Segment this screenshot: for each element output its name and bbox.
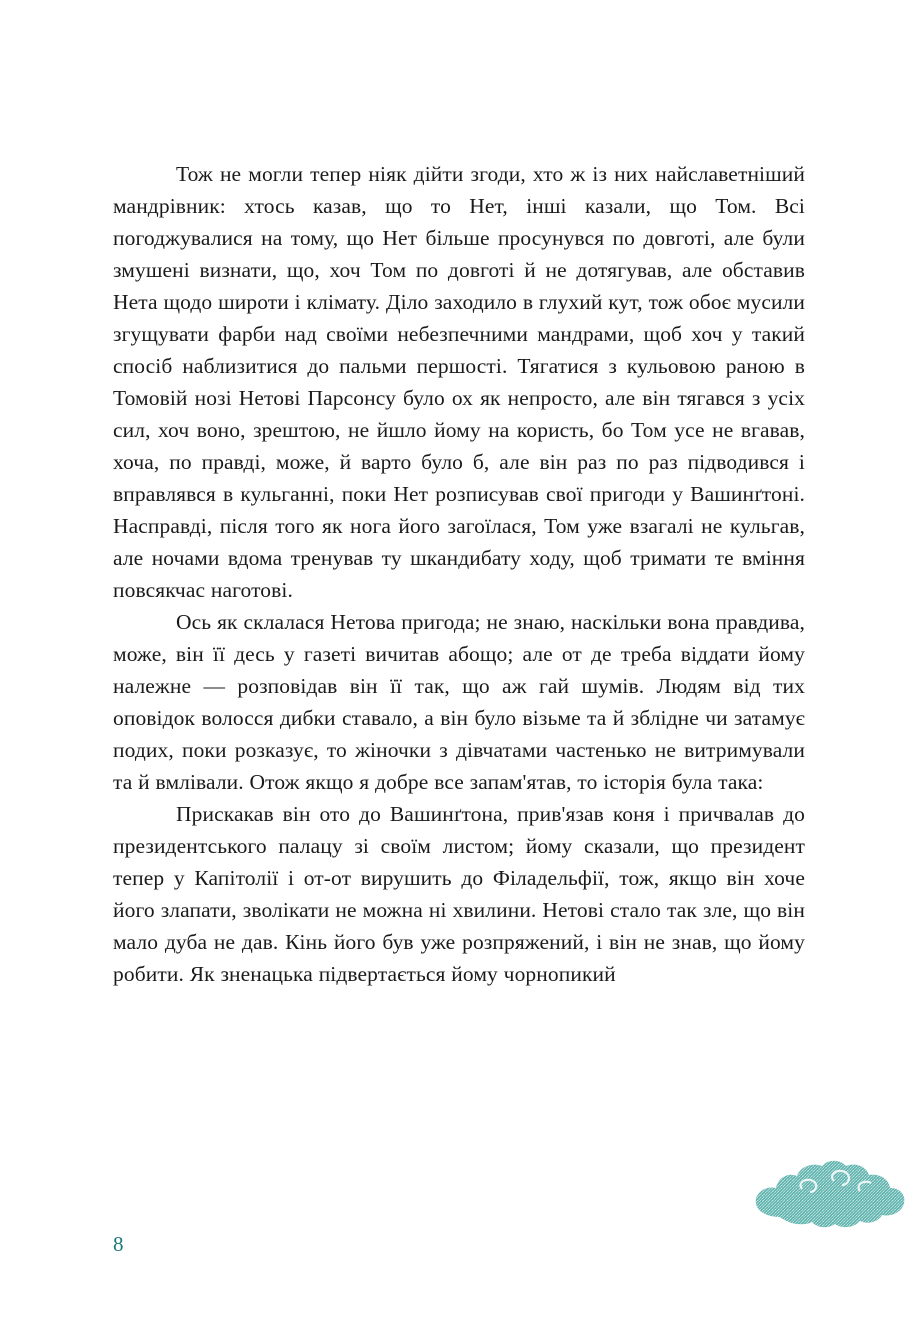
body-text: [113, 158, 805, 990]
paragraph: Прискакав він ото до Вашинґтона, прив'язав коня і причвалав до президентського палацу зі своїм листом; йому сказали, що президент тепер у Капітолії і от-от вирушить до Філадельфії, тож, якщо він хоче його злапати, зволікати не можна ні хвилини. Нетові стало так зле, що він мало дуба не дав. Кінь його був уже розпряжений, і він не знав, що йому робити. Як зненацька підвертається йому чорнопикий: [113, 802, 805, 986]
cloud-ornament: [742, 1155, 912, 1235]
paragraph: Тож не могли тепер ніяк дійти згоди, хто ж із них найславетніший мандрівник: хтось казав, що то Нет, інші казали, що Том. Всі погоджувалися на тому, що Нет більше просунувся по довготі, але були змушені визнати, що, хоч Том по довготі й не дотягував, але обставив Нета щодо широти і клімату. Діло заходило в глухий кут, тож обоє мусили згущувати фарби над своїми небезпечними мандрами, щоб хоч у такий спосіб наблизитися до пальми першості. Тягатися з кульовою раною в Томовій нозі Нетові Парсонсу було ох як непросто, але він тягався з усіх сил, хоч воно, зрештою, не йшло йому на користь, бо Том усе не вгавав, хоча, по правді, може, й варто було б, але він раз по раз підводився і вправлявся в кульганні, поки Нет розписував свої пригоди у Вашинґтоні. Насправді, після того як нога його загоїлася, Том уже взагалі не кульгав, але ночами вдома тренував ту шкандибату ходу, щоб тримати те вміння повсякчас наготові.: [113, 162, 805, 602]
paragraph: Ось як склалася Нетова пригода; не знаю, наскільки вона правдива, може, він її десь у газеті вичитав абощо; але от де треба віддати йому належне — розповідав він її так, що аж гай шумів. Людям від тих оповідок волосся дибки ставало, а він було візьме та й зблідне чи затамує подих, поки розказує, то жіночки з дівчатами частенько не витримували та й вмлівали. Отож якщо я добре все запам'ятав, то історія була така:: [113, 610, 805, 794]
page-number: 8: [113, 1232, 124, 1256]
